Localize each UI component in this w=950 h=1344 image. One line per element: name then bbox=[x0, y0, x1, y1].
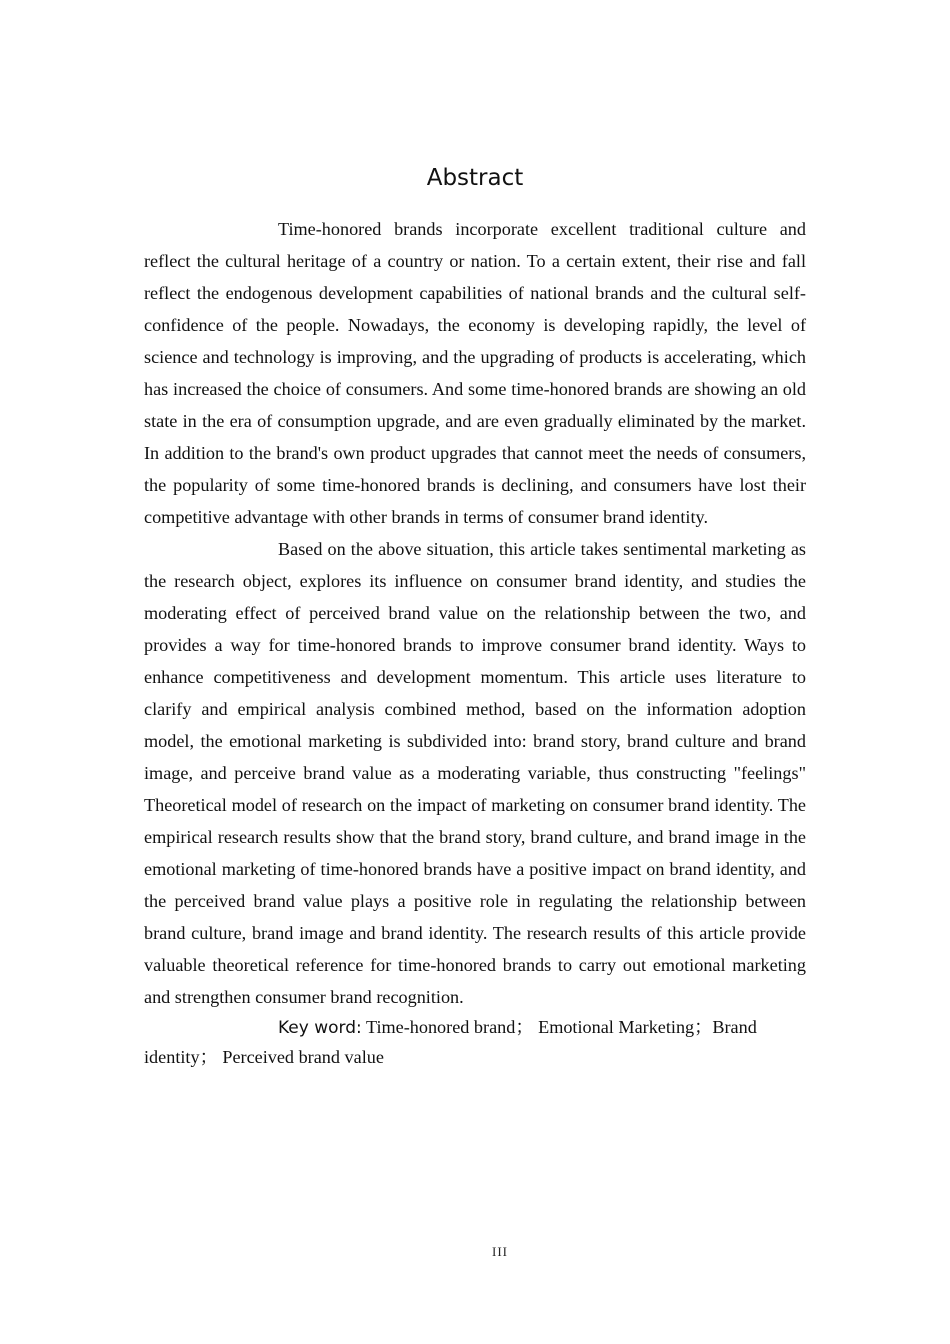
keywords-line bbox=[144, 1013, 806, 1072]
page-number: III bbox=[492, 1244, 508, 1259]
abstract-paragraph-1: Time-honored brands incorporate excellent traditional culture and reflect the cultural heritage of a country or nation. To a certain extent, their rise and fall reflect the endogenous development capabilities of national brands and the cultural self-confidence of the people. Nowadays, the economy is developing rapidly, the level of science and technology is improving, and the upgrading of products is accelerating, which has increased the choice of consumers. And some time-honored brands are showing an old state in the era of consumption upgrade, and are even gradually eliminated by the market. In addition to the brand's own product upgrades that cannot meet the needs of consumers, the popularity of some time-honored brands is declining, and consumers have lost their competitive advantage with other brands in terms of consumer brand identity. bbox=[144, 219, 806, 527]
keyword-item: Emotional Marketing bbox=[538, 1017, 695, 1037]
abstract-body bbox=[144, 213, 806, 1072]
keyword-separator: ； bbox=[694, 1017, 713, 1037]
keywords-label: Key word: bbox=[278, 1018, 362, 1038]
keyword-separator: ； bbox=[199, 1047, 218, 1067]
keyword-item: Brand identity bbox=[144, 1017, 757, 1067]
keyword-item: Time-honored brand bbox=[365, 1017, 516, 1037]
keyword-separator: ； bbox=[515, 1017, 534, 1037]
abstract-title: Abstract bbox=[426, 165, 524, 191]
keyword-item: Perceived brand value bbox=[222, 1047, 384, 1067]
abstract-paragraph-2: Based on the above situation, this article takes sentimental marketing as the research object, explores its influence on consumer brand identity, and studies the moderating effect of perceived brand value on the relationship between the two, and provides a way for time-honored brands to improve consumer brand identity. Ways to enhance competitiveness and development momentum. This article uses literature to clarify and empirical analysis combined method, based on the information adoption model, the emotional marketing is subdivided into: brand story, brand culture and brand image, and perceive brand value as a moderating variable, thus constructing "feelings" Theoretical model of research on the impact of marketing on consumer brand identity. The empirical research results show that the brand story, brand culture, and brand image in the emotional marketing of time-honored brands have a positive impact on brand identity, and the perceived brand value plays a positive role in regulating the relationship between brand culture, brand image and brand identity. The research results of this article provide valuable theoretical reference for time-honored brands to carry out emotional marketing and strengthen consumer brand recognition. bbox=[144, 539, 806, 1007]
